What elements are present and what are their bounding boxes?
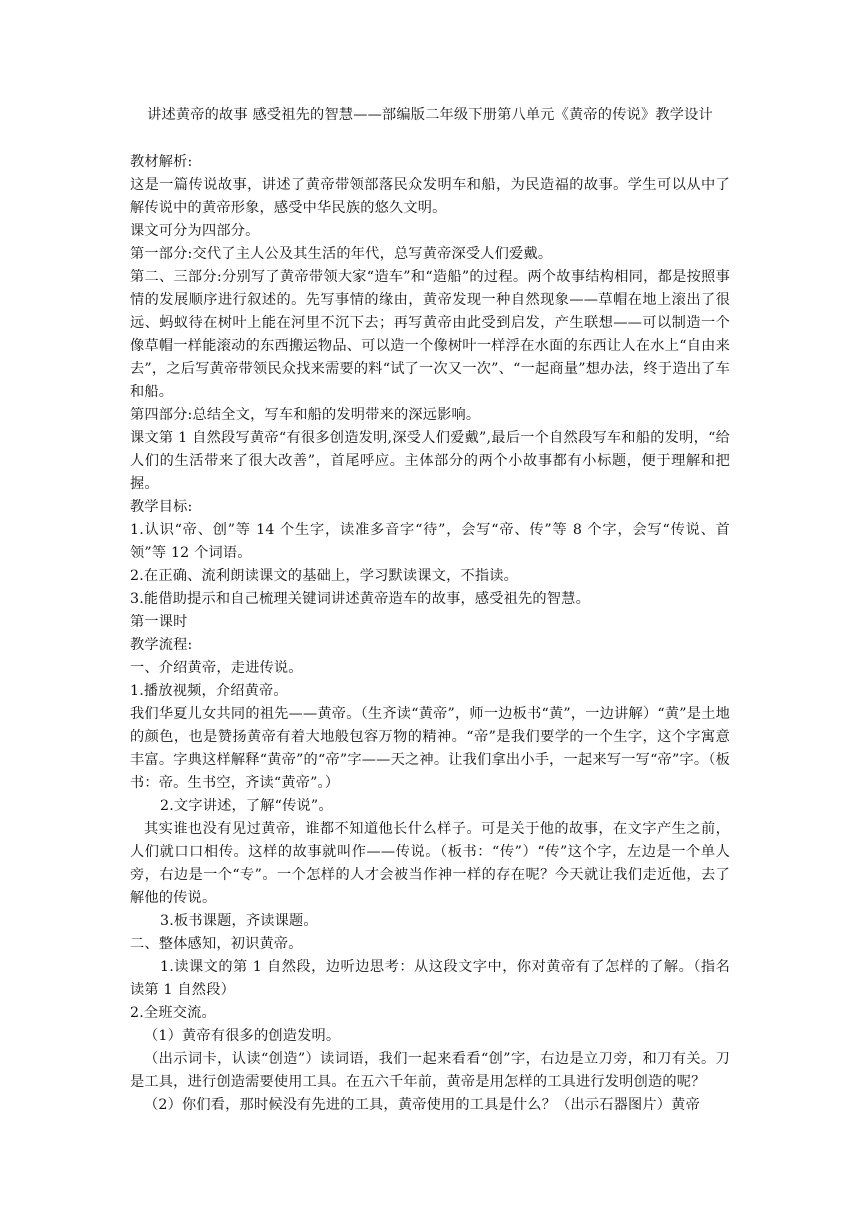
paragraph: 第二、三部分:分别写了黄帝带领大家“造车”和“造船”的过程。两个故事结构相同，都是按照事情的发展顺序进行叙述的。先写事情的缘由，黄帝发现一种自然现象——草帽在地上滚出了很远、蚂蚁待在树叶上能在河里不沉下去；再写黄帝由此受到启发，产生联想——可以制造一个像草帽一样能滚动的东西搬运物品、可以造一个像树叶一样浮在水面的东西让人在水上“自由来去”，之后写黄帝带领民众找来需要的料“试了一次又一次”、“一起商量”想办法，终于造出了车和船。: [130, 269, 730, 400]
paragraph: 我们华夏儿女共同的祖先——黄帝。（生齐读“黄帝”，师一边板书“黄”，一边讲解）“黄”是土地的颜色，也是赞扬黄帝有着大地般包容万物的精神。“帝”是我们要学的一个生字，这个字寓意丰富。字典这样解释“黄帝”的“帝”字——天之神。让我们拿出小手，一起来写一写“帝”字。（板书：帝。生书空，齐读“黄帝”。）: [130, 706, 730, 791]
paragraph: 第一部分:交代了主人公及其生活的年代，总写黄帝深受人们爱戴。: [130, 246, 553, 262]
paragraph: 课文第 1 自然段写黄帝“有很多创造发明,深受人们爱戴”,最后一个自然段写车和船的发明，“给人们的生活带来了很大改善”，首尾呼应。主体部分的两个小故事都有小标题，便于理解和把握。: [130, 430, 730, 492]
list-item: 2.在正确、流利朗读课文的基础上，学习默读课文，不指读。: [130, 568, 519, 584]
section-heading-material-analysis: 教材解析:: [130, 154, 193, 170]
section-heading-teaching-goals: 教学目标:: [130, 499, 193, 515]
paragraph: 这是一篇传说故事，讲述了黄帝带领部落民众发明车和船，为民造福的故事。学生可以从中了解传说中的黄帝形象，感受中华民族的悠久文明。: [130, 177, 730, 216]
list-item: （1）黄帝有很多的创造发明。: [144, 1028, 341, 1044]
subsection-heading: 一、介绍黄帝，走进传说。: [130, 660, 303, 676]
paragraph: （出示词卡，认读“创造”）读词语，我们一起来看看“创”字，右边是立刀旁，和刀有关。刀是工具，进行创造需要使用工具。在五六千年前，黄帝是用怎样的工具进行发明创造的呢？: [130, 1051, 730, 1090]
section-heading-first-lesson: 第一课时: [130, 614, 188, 630]
paragraph: 课文可分为四部分。: [130, 223, 260, 239]
document-page: [130, 104, 730, 1117]
subsection-heading: 二、整体感知，初识黄帝。: [130, 936, 303, 952]
paragraph: 第四部分:总结全文，写车和船的发明带来的深远影响。: [130, 407, 481, 423]
list-item: 2.文字讲述，了解“传说”。: [160, 798, 333, 814]
list-item: 3.能借助提示和自己梳理关键词讲述黄帝造车的故事，感受祖先的智慧。: [130, 591, 590, 607]
list-item: 3.板书课题，齐读课题。: [160, 913, 318, 929]
list-item: 1.播放视频，介绍黄帝。: [130, 683, 288, 699]
document-title: 讲述黄帝的故事 感受祖先的智慧——部编版二年级下册第八单元《黄帝的传说》教学设计: [147, 107, 713, 123]
list-item: 1.读课文的第 1 自然段，边听边思考：从这段文字中，你对黄帝有了怎样的了解。（指名读第 1 自然段）: [130, 959, 730, 998]
paragraph: 其实谁也没有见过黄帝，谁都不知道他长什么样子。可是关于他的故事，在文字产生之前，人们就口口相传。这样的故事就叫作——传说。（板书：“传”）“传”这个字，左边是一个单人旁，右边是一个“专”。一个怎样的人才会被当作神一样的存在呢？今天就让我们走近他，去了解他的传说。: [130, 821, 730, 906]
list-item: 2.全班交流。: [130, 1005, 216, 1021]
paragraph: （2）你们看，那时候没有先进的工具，黄帝使用的工具是什么？（出示石器图片）黄帝: [144, 1097, 700, 1113]
list-item: 1.认识“帝、创”等 14 个生字，读准多音字“待”，会写“帝、传”等 8 个字，会写“传说、首领”等 12 个词语。: [130, 522, 730, 561]
section-heading-teaching-process: 教学流程:: [130, 637, 193, 653]
